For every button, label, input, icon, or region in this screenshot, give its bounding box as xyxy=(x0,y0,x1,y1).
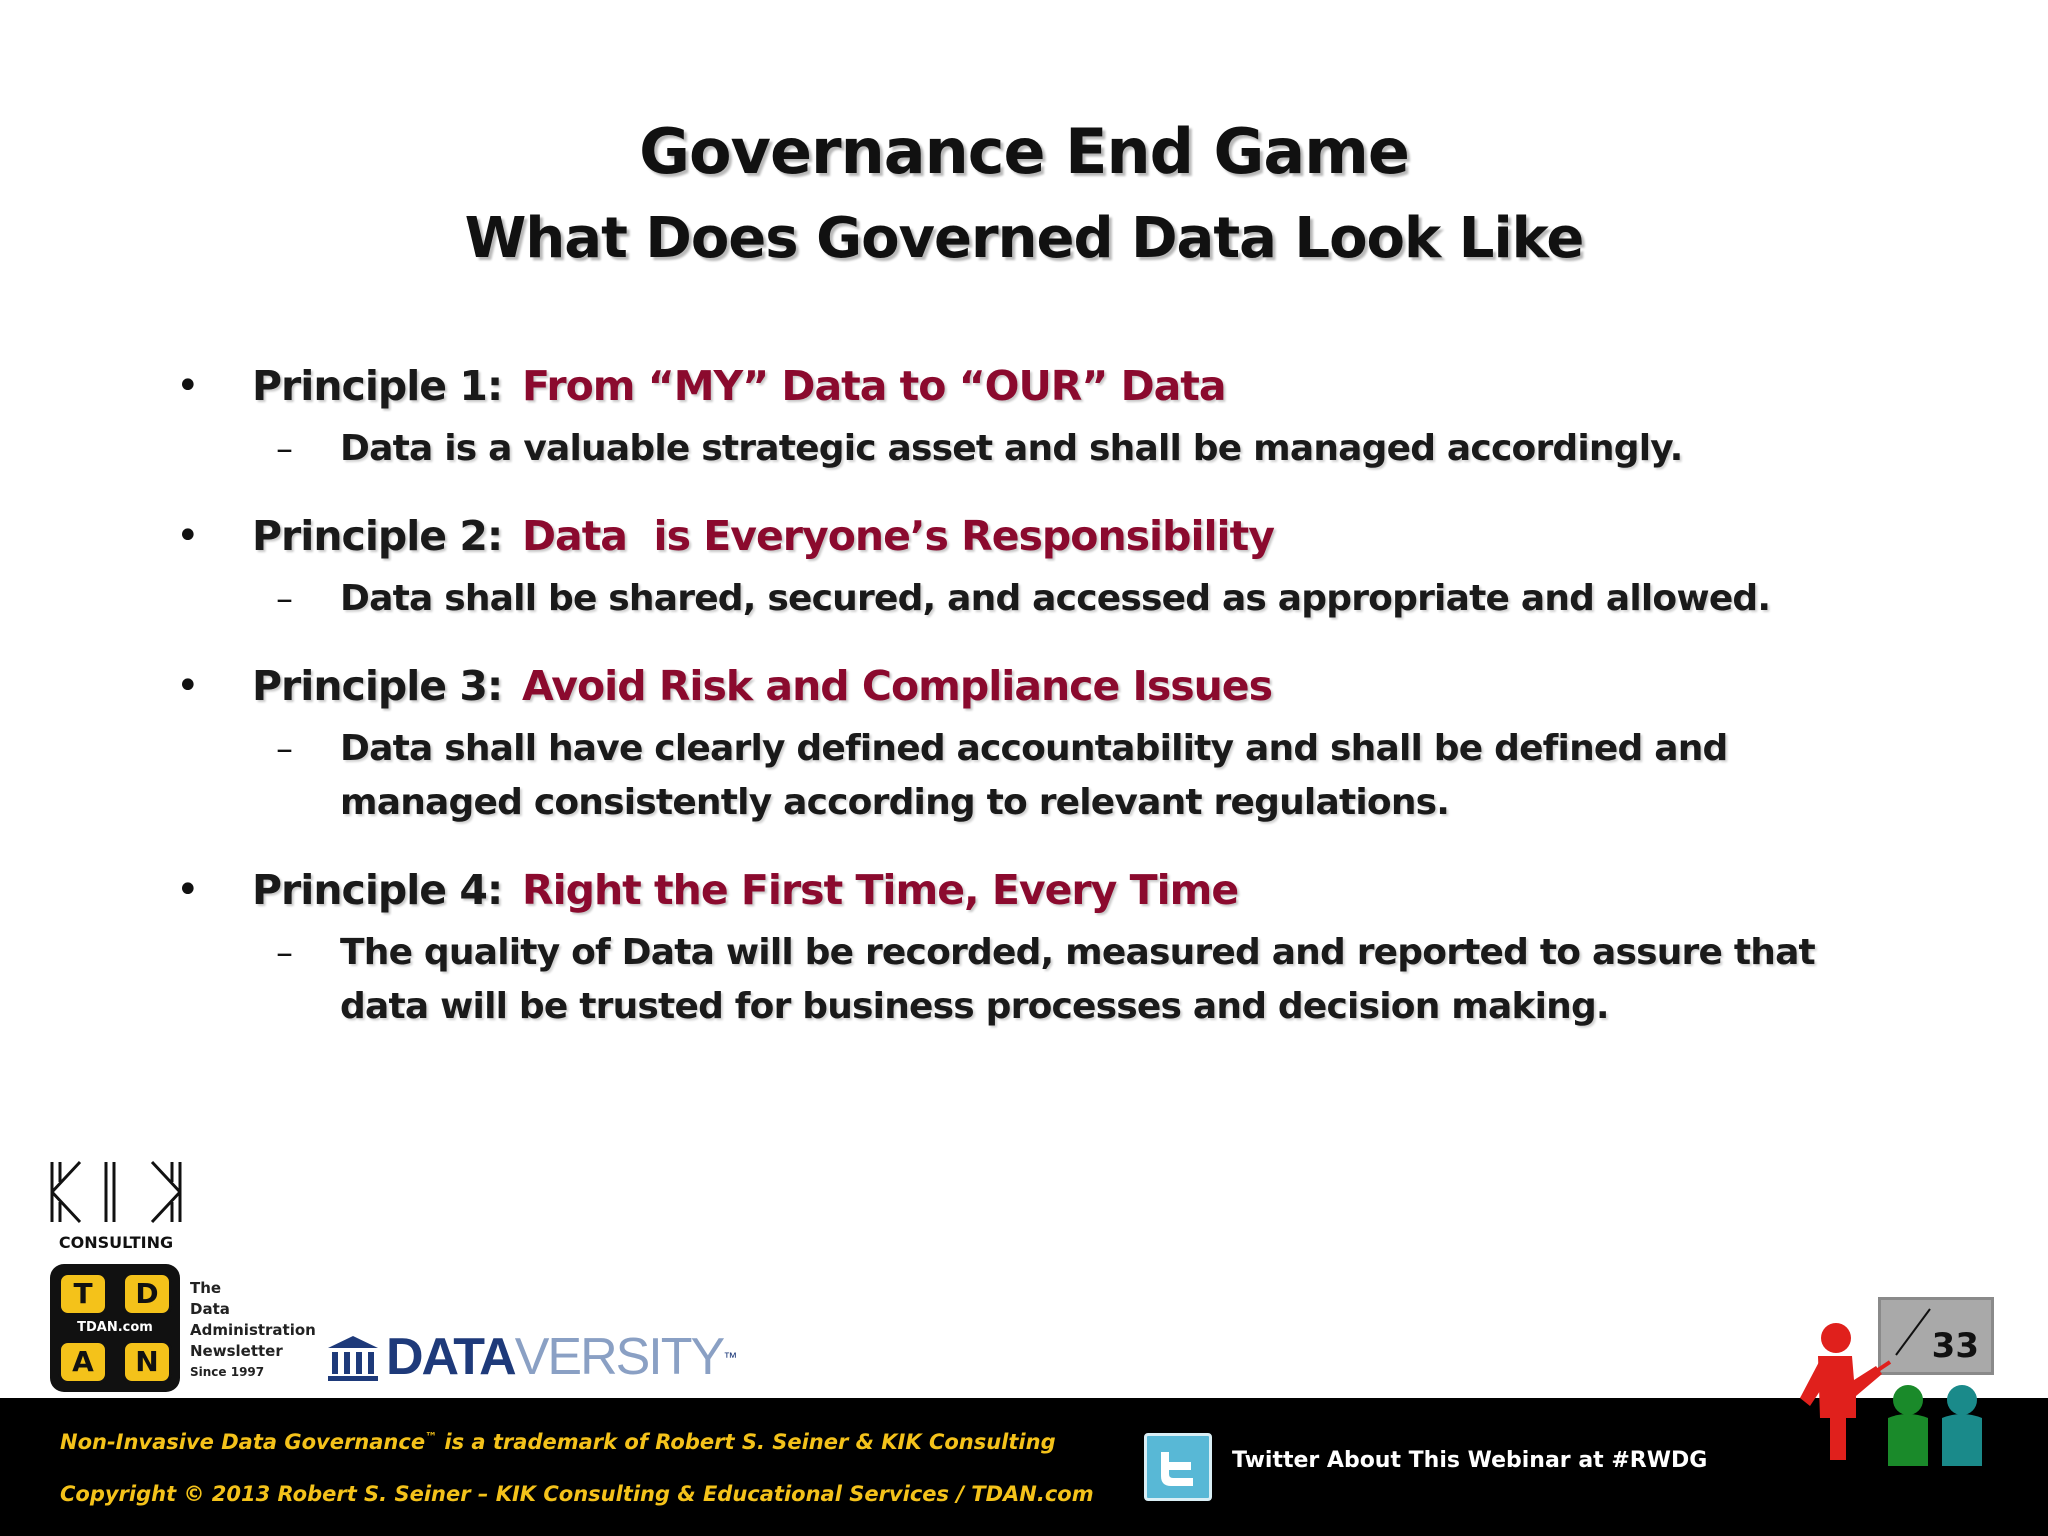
principle-label: Principle 4: xyxy=(252,866,503,914)
principle-item xyxy=(176,860,1896,1034)
principle-heading xyxy=(176,506,1896,570)
page-number: 33 xyxy=(1931,1326,1979,1366)
tdan-since: Since 1997 xyxy=(190,1365,265,1379)
dataversity-tm: ™ xyxy=(723,1349,736,1365)
tdan-caption-line: Administration xyxy=(190,1321,316,1339)
dataversity-part2: VERSITY xyxy=(514,1328,724,1386)
principle-description-text: Data shall have clearly defined accountability and shall be defined and managed consistently according to relevant regulations. xyxy=(340,728,1728,823)
principle-description xyxy=(176,926,1896,1034)
principle-title: Data is Everyone’s Responsibility xyxy=(522,512,1274,560)
presenter-icon xyxy=(1790,1320,2000,1480)
tdan-tile: A xyxy=(58,1340,108,1384)
tdan-tile: T xyxy=(58,1272,108,1316)
twitter-text: Twitter About This Webinar at #RWDG xyxy=(1232,1448,1708,1473)
title-line-2: What Does Governed Data Look Like xyxy=(464,206,1584,271)
principle-heading xyxy=(176,656,1896,720)
dataversity-part1: DATA xyxy=(386,1328,515,1386)
principle-description-text: The quality of Data will be recorded, measured and reported to assure that data will be trusted for business processes and decision making. xyxy=(340,932,1815,1027)
tdan-caption-line: The xyxy=(190,1279,222,1297)
kik-logo-sub: CONSULTING xyxy=(58,1233,174,1252)
principle-description-text: Data shall be shared, secured, and accessed as appropriate and allowed. xyxy=(340,578,1771,619)
dash-icon: – xyxy=(276,729,293,769)
principle-description xyxy=(176,572,1896,626)
principle-item xyxy=(176,656,1896,830)
dataversity-wordmark xyxy=(386,1328,735,1386)
dash-icon: – xyxy=(276,429,293,469)
principle-description xyxy=(176,722,1896,830)
dataversity-logo xyxy=(326,1328,736,1388)
principle-item xyxy=(176,356,1896,476)
principle-description-text: Data is a valuable strategic asset and shall be managed accordingly. xyxy=(340,428,1683,469)
footer-trademark-tm: ™ xyxy=(425,1430,438,1444)
principle-label: Principle 2: xyxy=(252,512,503,560)
kik-logo-graphic xyxy=(46,1158,186,1254)
tdan-logo xyxy=(50,1264,180,1392)
twitter-icon[interactable] xyxy=(1144,1433,1212,1501)
principle-title: Avoid Risk and Compliance Issues xyxy=(522,662,1273,710)
tdan-tile: N xyxy=(122,1340,172,1384)
bullet-icon: • xyxy=(176,867,200,913)
footer-bar xyxy=(0,1398,2048,1536)
principle-title: Right the First Time, Every Time xyxy=(522,866,1239,914)
tdan-tile: D xyxy=(122,1272,172,1316)
footer-copyright: Copyright © 2013 Robert S. Seiner – KIK Consulting & Educational Services / TDAN.com xyxy=(60,1482,1094,1506)
tdan-url: TDAN.com xyxy=(77,1320,153,1335)
principle-label: Principle 3: xyxy=(252,662,503,710)
tdan-caption xyxy=(190,1278,330,1383)
twitter-bird-icon xyxy=(1147,1436,1209,1498)
principle-heading xyxy=(176,356,1896,420)
principle-label: Principle 1: xyxy=(252,362,503,410)
principles-list xyxy=(176,356,1896,1064)
principle-title: From “MY” Data to “OUR” Data xyxy=(522,362,1226,410)
tdan-caption-line: Newsletter xyxy=(190,1342,283,1360)
footer-trademark-text: is a trademark of Robert S. Seiner & KIK Consulting xyxy=(437,1430,1056,1454)
slide-title xyxy=(0,108,2048,282)
bullet-icon: • xyxy=(176,513,200,559)
principle-heading xyxy=(176,860,1896,924)
title-line-1: Governance End Game xyxy=(639,115,1409,188)
dash-icon: – xyxy=(276,933,293,973)
bullet-icon: • xyxy=(176,363,200,409)
footer-trademark-name: Non-Invasive Data Governance xyxy=(60,1430,426,1454)
tdan-caption-line: Data xyxy=(190,1300,230,1318)
kik-logo xyxy=(46,1158,186,1254)
principle-description xyxy=(176,422,1896,476)
dash-icon: – xyxy=(276,579,293,619)
bullet-icon: • xyxy=(176,663,200,709)
dataversity-building-icon xyxy=(326,1334,380,1382)
footer-trademark xyxy=(60,1430,1056,1454)
principle-item xyxy=(176,506,1896,626)
